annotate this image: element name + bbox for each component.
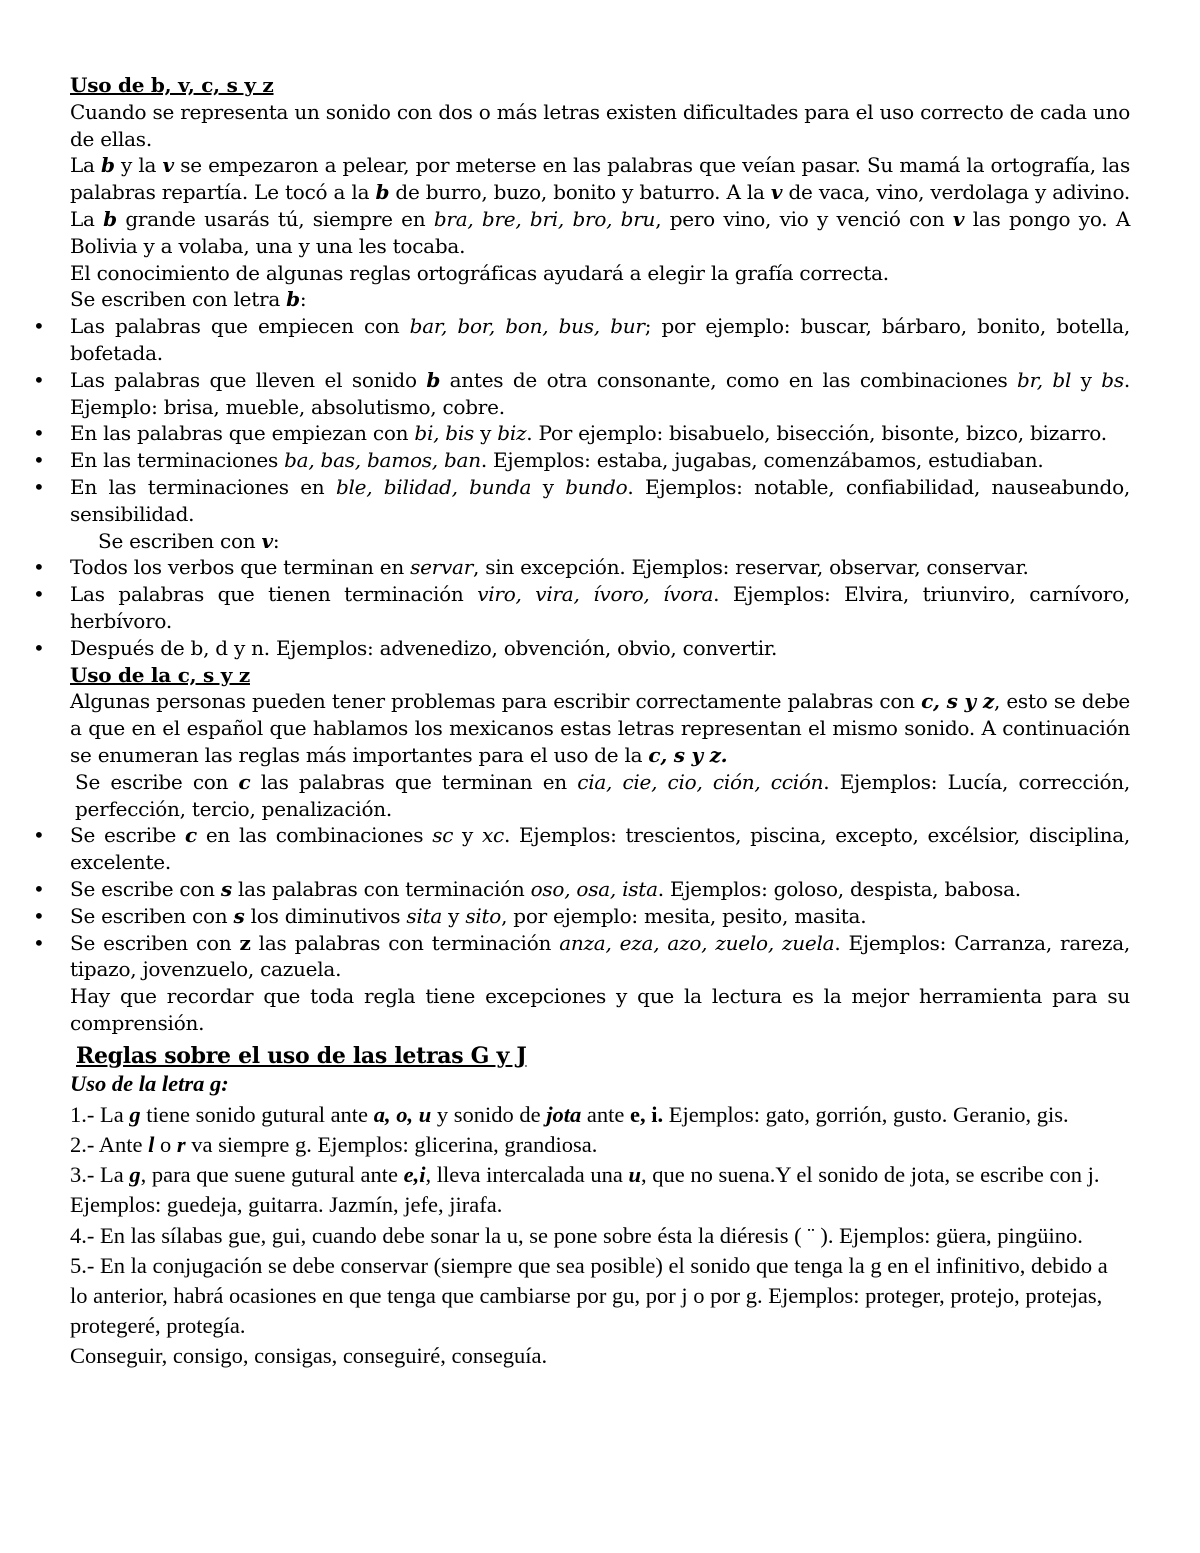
intro-paragraph: Cuando se representa un sonido con dos o más letras existen dificultades para el uso correcto de cada uno de ellas. xyxy=(70,99,1130,151)
csz-intro-paragraph: Algunas personas pueden tener problemas para escribir correctamente palabras con c, s y z, esto se debe a que en el español que hablamos los mexicanos estas letras representan el mismo sonido. A continuación se enumeran las reglas más importantes para el uso de la c, s y z. xyxy=(70,689,1131,767)
rule-5: 5.- En la conjugación se debe conservar (siempre que sea posible) el sonido que tenga la g en el infinitivo, debido a lo anterior, habrá ocasiones en que tenga que cambiarse por gu, por j o por g. Ejemplos: proteger, protejo, protejas, protegeré, protegía. xyxy=(70,1252,1108,1339)
list-item: • En las terminaciones en ble, bilidad, bunda y bundo. Ejemplos: notable, confiabilidad, nauseabundo, sensibilidad. xyxy=(70,474,1130,528)
g-j-rules xyxy=(70,1069,1130,1371)
list-item: • Se escribe c en las combinaciones sc y xc. Ejemplos: trescientos, piscina, excepto, excélsior, disciplina, excelente. xyxy=(70,822,1130,876)
closing-paragraph: Hay que recordar que toda regla tiene excepciones y que la lectura es la mejor herramienta para su comprensión. xyxy=(70,984,1130,1035)
list-item: • Las palabras que lleven el sonido b antes de otra consonante, como en las combinaciones br, bl y bs. Ejemplo: brisa, mueble, absolutismo, cobre. xyxy=(70,367,1130,421)
section-heading-b-v-c-s-z: Uso de b, v, c, s y z xyxy=(70,73,274,97)
section-heading-c-s-z: Uso de la c, s y z xyxy=(70,662,250,687)
csz-rules-list xyxy=(70,822,1130,983)
v-rules-list xyxy=(70,554,1130,661)
c-rule-paragraph: Se escribe con c las palabras que terminan en cia, cie, cio, ción, cción. Ejemplos: Lucía, corrección, perfección, tercio, penalización. xyxy=(75,769,1130,821)
list-item: • Se escriben con s los diminutivos sita y sito, por ejemplo: mesita, pesito, masita. xyxy=(70,903,1130,930)
subheading-letra-g: Uso de la letra g: xyxy=(70,1071,229,1097)
rule-1: 1.- La g tiene sonido gutural ante a, o, u y sonido de jota ante e, i. Ejemplos: gato, gorrión, gusto. Geranio, gis. xyxy=(70,1101,1069,1127)
v-rules-intro: Se escriben con v: xyxy=(98,528,280,553)
list-item: • En las palabras que empiezan con bi, bis y biz. Por ejemplo: bisabuelo, bisección, bisonte, bizco, bizarro. xyxy=(70,420,1130,447)
list-item: • Se escribe con s las palabras con terminación oso, osa, ista. Ejemplos: goloso, despista, babosa. xyxy=(70,876,1130,903)
list-item: • En las terminaciones ba, bas, bamos, ban. Ejemplos: estaba, jugabas, comenzábamos, estudiaban. xyxy=(70,447,1130,474)
document-content xyxy=(70,72,1130,1372)
b-rules-list xyxy=(70,313,1130,527)
b-rules-intro: Se escriben con letra b: xyxy=(70,287,307,312)
section-heading-g-j: Reglas sobre el uso de las letras G y J xyxy=(76,1042,527,1069)
list-item: • Todos los verbos que terminan en servar, sin excepción. Ejemplos: reservar, observar, conservar. xyxy=(70,554,1130,581)
rule-6: Conseguir, consigo, consigas, conseguiré, conseguía. xyxy=(70,1343,548,1369)
poem-paragraph: La b y la v se empezaron a pelear, por meterse en las palabras que veían pasar. Su mamá la ortografía, las palabras repartía. Le tocó a la b de burro, buzo, bonito y baturro. A la v de vaca, vino, verdolaga y adivino. La b grande usarás tú, siempre en bra, bre, bri, bro, bru, pero vino, vio y venció con v las pongo yo. A Bolivia y a volaba, una y una les tocaba. xyxy=(70,153,1131,258)
list-item: • Las palabras que empiecen con bar, bor, bon, bus, bur; por ejemplo: buscar, bárbaro, bonito, botella, bofetada. xyxy=(70,313,1130,367)
rule-2: 2.- Ante l o r va siempre g. Ejemplos: glicerina, grandiosa. xyxy=(70,1131,598,1157)
list-item: • Después de b, d y n. Ejemplos: advenedizo, obvención, obvio, convertir. xyxy=(70,635,1130,662)
list-item: • Las palabras que tienen terminación viro, vira, ívoro, ívora. Ejemplos: Elvira, triunviro, carnívoro, herbívoro. xyxy=(70,581,1130,635)
rule-3: 3.- La g, para que suene gutural ante e,i, lleva intercalada una u, que no suena.Y el sonido de jota, se escribe con j. Ejemplos: guedeja, guitarra. Jazmín, jefe, jirafa. xyxy=(70,1162,1100,1218)
knowledge-paragraph: El conocimiento de algunas reglas ortográficas ayudará a elegir la grafía correcta. xyxy=(70,260,889,285)
rule-4: 4.- En las sílabas gue, gui, cuando debe sonar la u, se pone sobre ésta la diéresis ( ¨ ). Ejemplos: güera, pingüino. xyxy=(70,1222,1083,1248)
list-item: • Se escriben con z las palabras con terminación anza, eza, azo, zuelo, zuela. Ejemplos: Carranza, rareza, tipazo, jovenzuelo, cazuela. xyxy=(70,930,1130,984)
